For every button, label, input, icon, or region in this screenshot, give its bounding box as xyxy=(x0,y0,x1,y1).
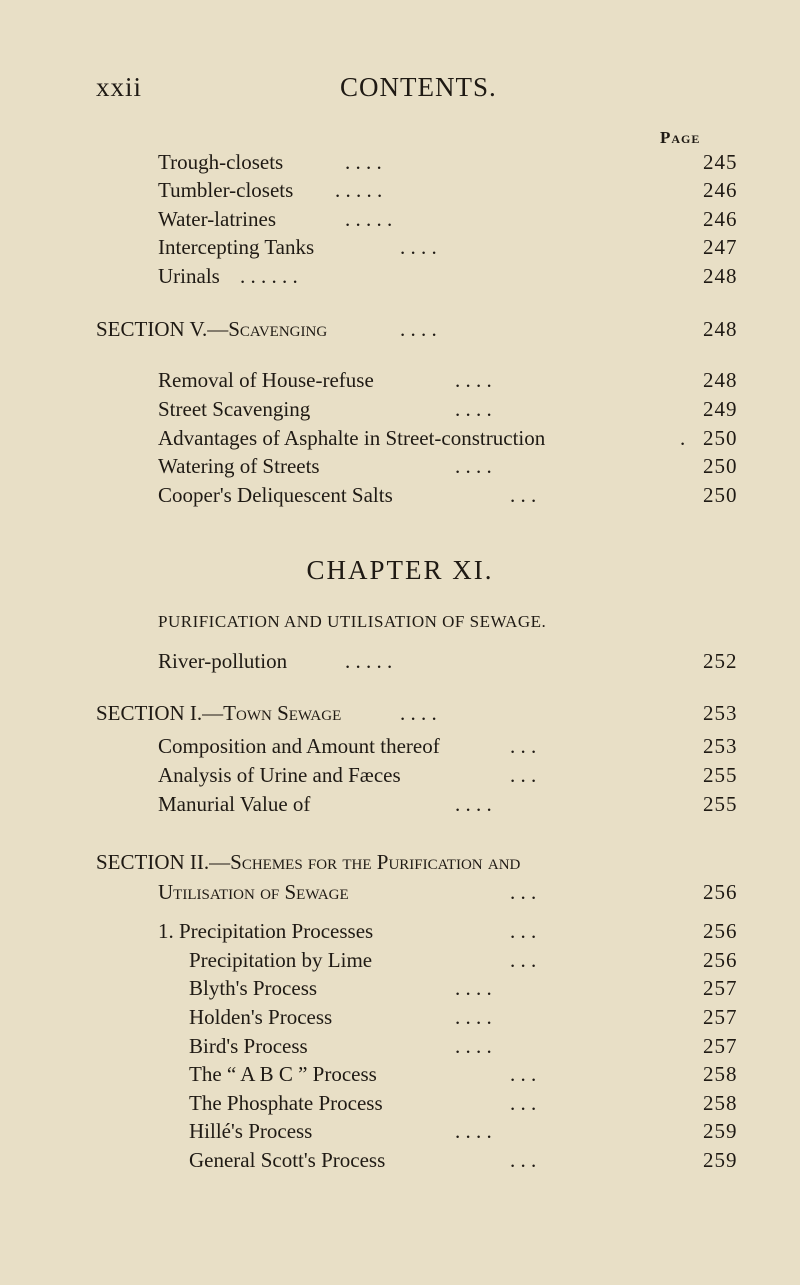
toc-entry xyxy=(158,205,276,233)
toc-entry xyxy=(158,395,310,423)
entry-label: Composition and Amount thereof xyxy=(158,734,440,758)
page-number: 256 xyxy=(703,880,738,904)
page-number: 257 xyxy=(703,1005,738,1029)
page-number: 250 xyxy=(703,454,738,478)
leader-dots: . . . . xyxy=(400,701,437,725)
page-number: 250 xyxy=(703,426,738,450)
leader-dots: . . . . xyxy=(345,150,382,174)
page-number: 259 xyxy=(703,1148,738,1172)
leader-dots: . . . xyxy=(510,1091,537,1115)
leader-dots: . . . . . . xyxy=(240,264,298,288)
chapter-subtitle: PURIFICATION AND UTILISATION OF SEWAGE. xyxy=(158,612,547,631)
leader-dots: . . . . . xyxy=(345,649,393,673)
page-number: 247 xyxy=(703,235,738,259)
page-number: 245 xyxy=(703,150,738,174)
section-heading-continued xyxy=(158,878,349,906)
leader-dots: . . . . xyxy=(455,1034,492,1058)
entry-label: General Scott's Process xyxy=(189,1148,386,1172)
toc-entry xyxy=(158,424,545,452)
leader-dots: . . . . xyxy=(400,235,437,259)
entry-label: Manurial Value of xyxy=(158,792,311,816)
page-column-label: Page xyxy=(660,128,701,147)
section-prefix: SECTION II.— xyxy=(96,850,231,874)
page-number: 257 xyxy=(703,1034,738,1058)
leader-dots: . . . xyxy=(510,763,537,787)
page-number: 249 xyxy=(703,397,738,421)
leader-dots: . . . . xyxy=(400,317,437,341)
toc-entry xyxy=(158,647,287,675)
page-number: 256 xyxy=(703,948,738,972)
section-title: Schemes for the Purification and xyxy=(230,850,521,874)
section-prefix: SECTION V.— xyxy=(96,317,229,341)
toc-entry xyxy=(158,233,314,261)
leader-dots: . . . . . xyxy=(335,178,383,202)
leader-dots: . . . xyxy=(510,948,537,972)
page-number: 248 xyxy=(703,264,738,288)
toc-entry xyxy=(189,1003,332,1031)
toc-entry xyxy=(189,1032,308,1060)
page-number: 255 xyxy=(703,763,738,787)
leader-dots: . xyxy=(680,426,686,450)
entry-label: Urinals xyxy=(158,264,220,288)
page-number: 246 xyxy=(703,207,738,231)
leader-dots: . . . xyxy=(510,734,537,758)
section-heading xyxy=(96,848,520,876)
entry-label: Cooper's Deliquescent Salts xyxy=(158,483,393,507)
chapter-heading: CHAPTER XI. xyxy=(306,555,494,585)
entry-label: Analysis of Urine and Fæces xyxy=(158,763,401,787)
entry-label: Street Scavenging xyxy=(158,397,311,421)
toc-entry xyxy=(189,1146,385,1174)
entry-label: Advantages of Asphalte in Street-construction xyxy=(158,426,546,450)
page-folio: xxii xyxy=(96,72,143,102)
toc-entry xyxy=(158,917,373,945)
leader-dots: . . . xyxy=(510,1148,537,1172)
page-number: 248 xyxy=(703,368,738,392)
leader-dots: . . . . . xyxy=(345,207,393,231)
leader-dots: . . . xyxy=(510,880,537,904)
section-title: Scavenging xyxy=(228,317,328,341)
entry-label: Watering of Streets xyxy=(158,454,320,478)
page-number: 259 xyxy=(703,1119,738,1143)
toc-entry xyxy=(189,1089,383,1117)
toc-entry xyxy=(158,366,374,394)
entry-label: The “ A B C ” Process xyxy=(189,1062,377,1086)
entry-label: Blyth's Process xyxy=(189,976,318,1000)
entry-label: Holden's Process xyxy=(189,1005,333,1029)
leader-dots: . . . . xyxy=(455,1119,492,1143)
page-number: 252 xyxy=(703,649,738,673)
toc-entry xyxy=(189,974,317,1002)
page-number: 253 xyxy=(703,701,738,725)
leader-dots: . . . . xyxy=(455,397,492,421)
page-number: 253 xyxy=(703,734,738,758)
toc-entry xyxy=(158,761,401,789)
section-heading xyxy=(96,699,341,727)
entry-label: Tumbler-closets xyxy=(158,178,294,202)
entry-label: The Phosphate Process xyxy=(189,1091,383,1115)
toc-entry xyxy=(158,176,293,204)
page-number: 257 xyxy=(703,976,738,1000)
leader-dots: . . . . xyxy=(455,368,492,392)
leader-dots: . . . xyxy=(510,1062,537,1086)
page-number: 255 xyxy=(703,792,738,816)
entry-label: 1. Precipitation Processes xyxy=(158,919,374,943)
entry-label: River-pollution xyxy=(158,649,288,673)
toc-entry xyxy=(158,481,393,509)
leader-dots: . . . . xyxy=(455,976,492,1000)
section-prefix: SECTION I.— xyxy=(96,701,224,725)
toc-entry xyxy=(158,148,283,176)
page-number: 248 xyxy=(703,317,738,341)
leader-dots: . . . . xyxy=(455,454,492,478)
leader-dots: . . . . xyxy=(455,1005,492,1029)
running-head: CONTENTS. xyxy=(340,72,497,102)
toc-entry xyxy=(189,1117,312,1145)
entry-label: Intercepting Tanks xyxy=(158,235,315,259)
toc-entry xyxy=(158,790,310,818)
entry-label: Hillé's Process xyxy=(189,1119,313,1143)
entry-label: Trough-closets xyxy=(158,150,284,174)
page-number: 256 xyxy=(703,919,738,943)
entry-label: Removal of House-refuse xyxy=(158,368,374,392)
section-heading xyxy=(96,315,327,343)
page-number: 258 xyxy=(703,1091,738,1115)
leader-dots: . . . xyxy=(510,919,537,943)
leader-dots: . . . xyxy=(510,483,537,507)
toc-entry xyxy=(158,262,220,290)
toc-entry xyxy=(158,732,440,760)
toc-entry xyxy=(189,946,372,974)
leader-dots: . . . . xyxy=(455,792,492,816)
section-title: Town Sewage xyxy=(223,701,342,725)
toc-entry xyxy=(189,1060,377,1088)
page-number: 250 xyxy=(703,483,738,507)
page-number: 246 xyxy=(703,178,738,202)
entry-label: Precipitation by Lime xyxy=(189,948,373,972)
section-title-continued: Utilisation of Sewage xyxy=(158,880,349,904)
page-number: 258 xyxy=(703,1062,738,1086)
toc-entry xyxy=(158,452,320,480)
entry-label: Bird's Process xyxy=(189,1034,308,1058)
entry-label: Water-latrines xyxy=(158,207,276,231)
